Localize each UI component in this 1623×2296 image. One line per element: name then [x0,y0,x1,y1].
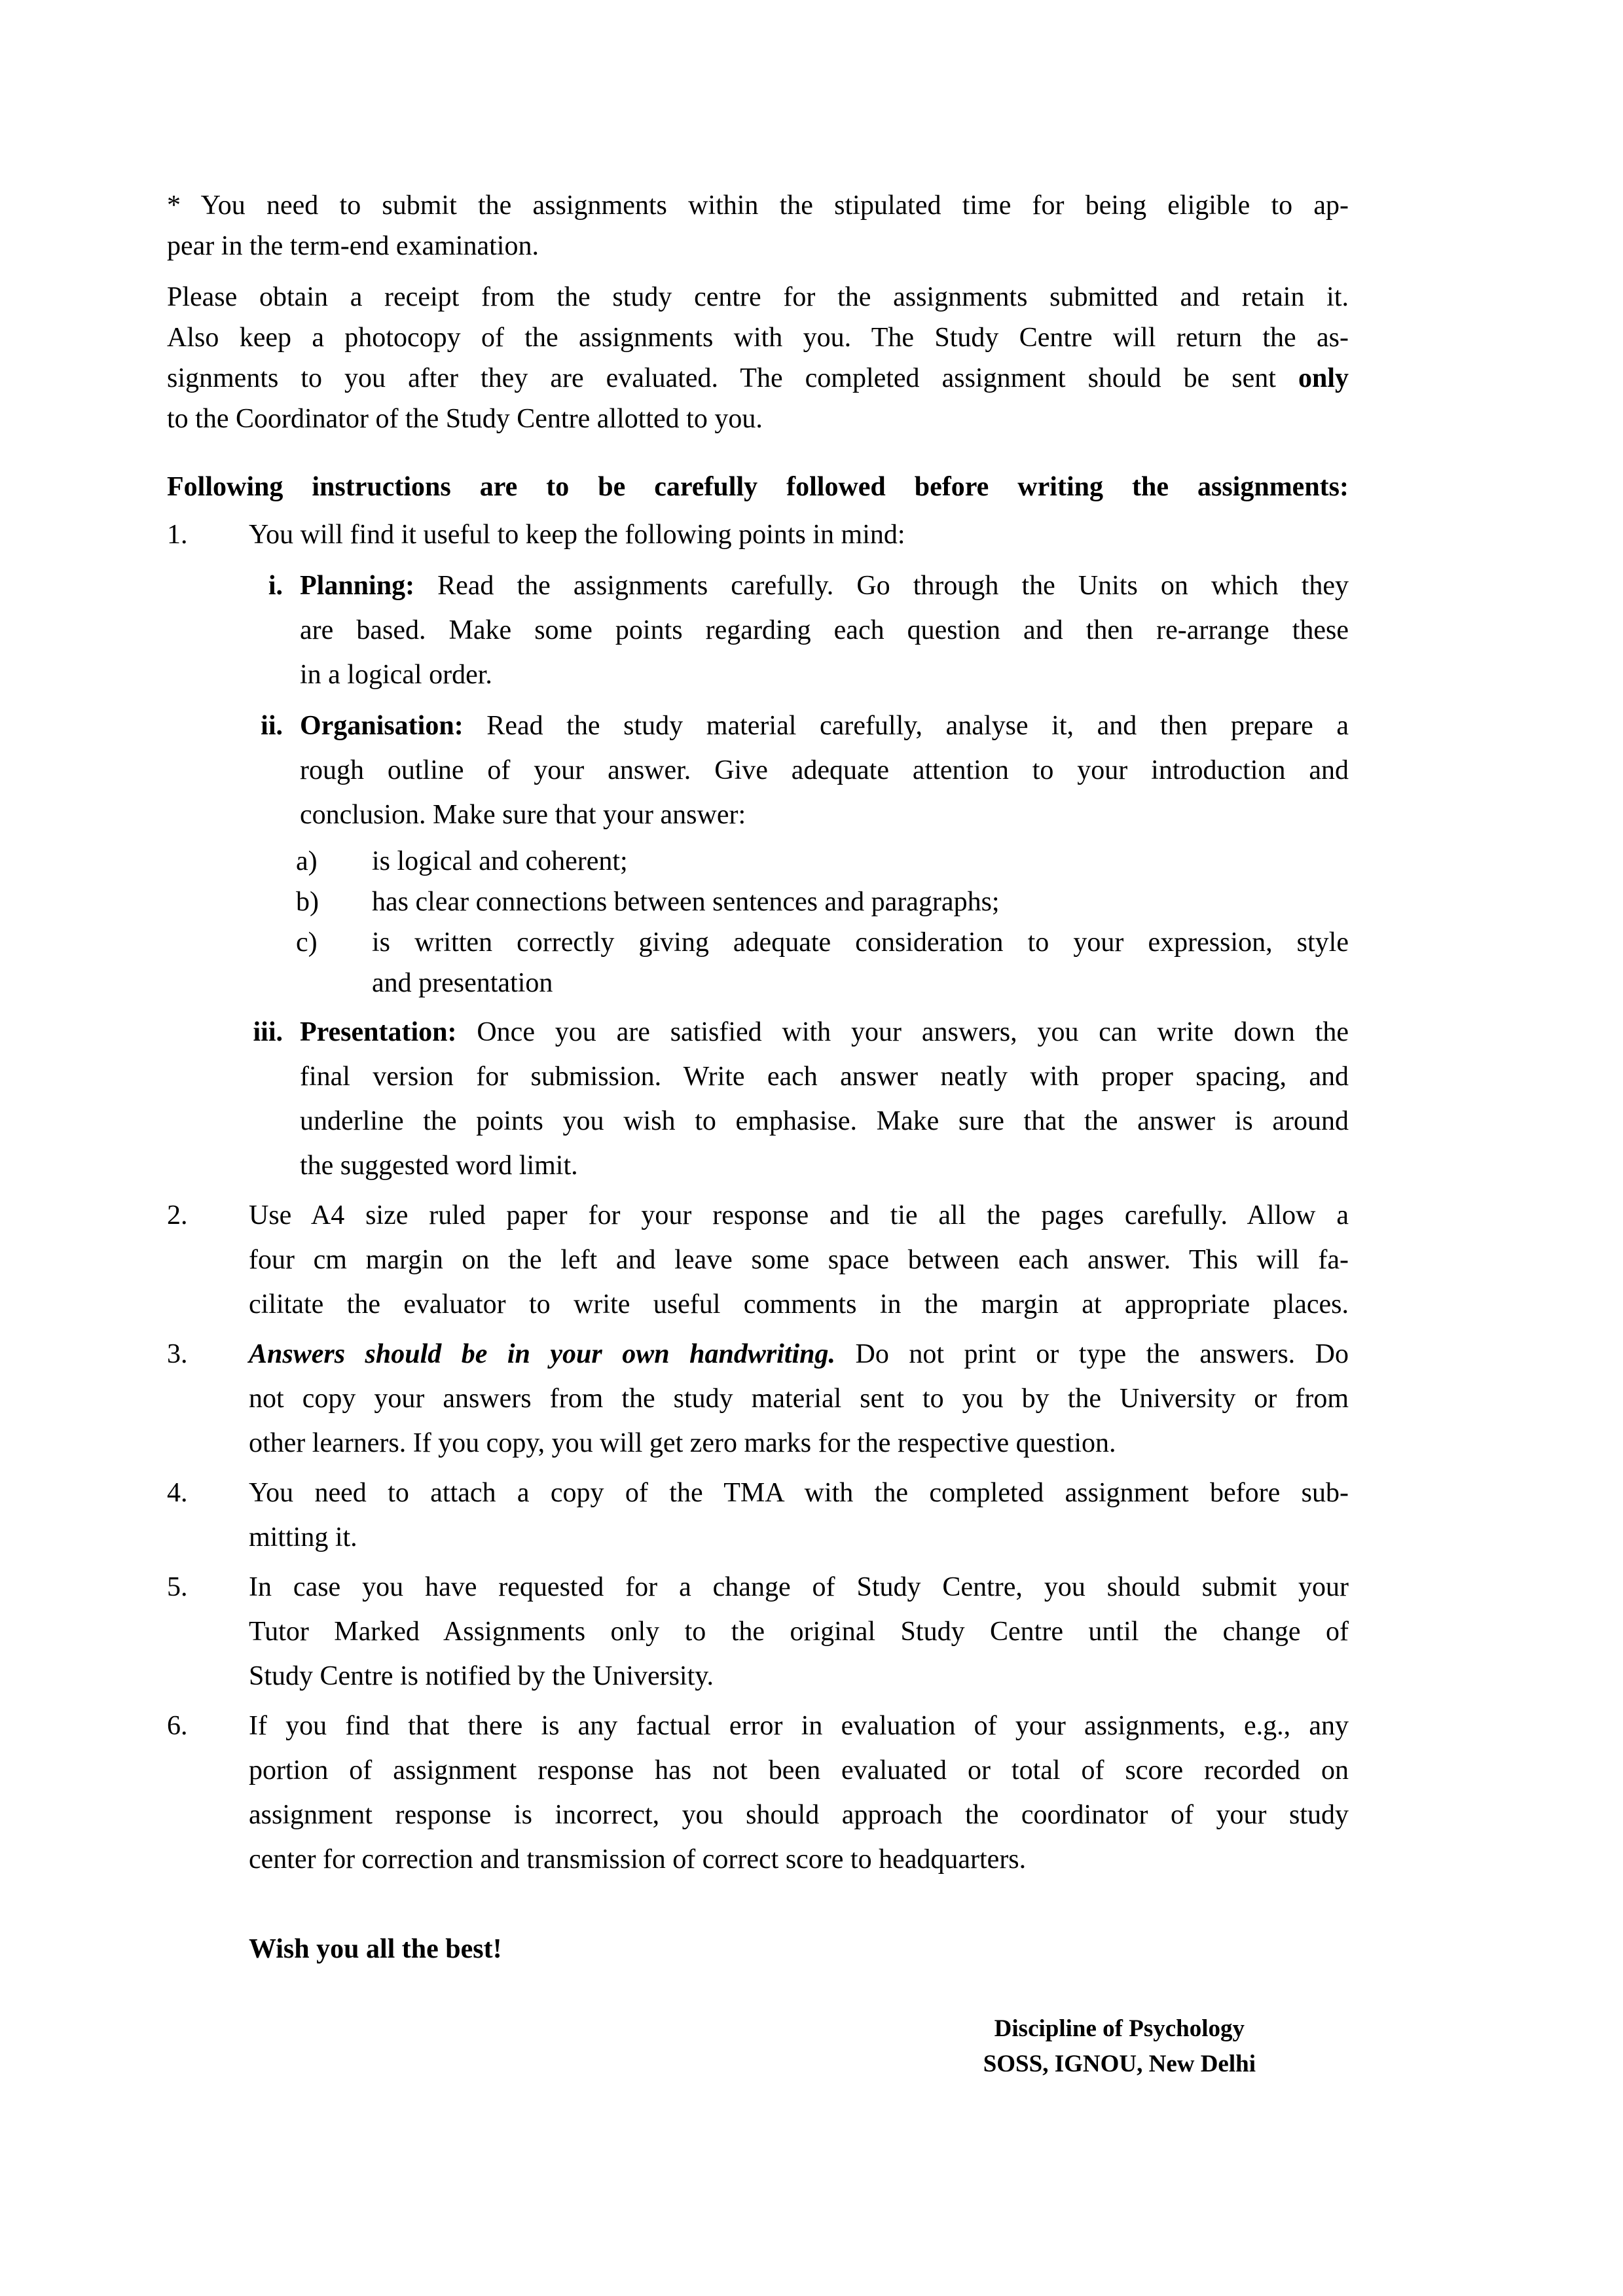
text-line: the suggested word limit. [300,1151,578,1181]
list-marker: 3. [167,1339,188,1369]
closing-wish: Wish you all the best! [249,1934,502,1964]
text-line: pear in the term-end examination. [167,231,539,261]
text-line: In case you have requested for a change of Study Centre, you should submit your [249,1572,1349,1602]
text-line: Answers should be in your own handwriting. Do not print or type the answers. Do [249,1339,1349,1369]
list-item-6 [167,1704,1349,1882]
criteria-item-b [167,882,1349,922]
list-marker: 2. [167,1200,188,1230]
criteria-list [167,841,1349,1003]
text-line: other learners. If you copy, you will get zero marks for the respective question. [249,1428,1116,1458]
document-content [167,185,1349,2082]
criteria-item-c [167,922,1349,1003]
text-line: in a logical order. [300,660,492,690]
text-line: is logical and coherent; [372,846,628,876]
text-line: center for correction and transmission of correct score to headquarters. [249,1844,1027,1874]
list-item-4 [167,1471,1349,1560]
list-marker: 5. [167,1572,188,1602]
list-marker: 1. [167,520,188,550]
signature-line: SOSS, IGNOU, New Delhi [983,2051,1256,2077]
text-line: cilitate the evaluator to write useful comments in the margin at appropriate places. [249,1289,1349,1319]
text-line: Use A4 size ruled paper for your response and tie all the pages carefully. Allow a [249,1200,1349,1230]
text-line: rough outline of your answer. Give adequate attention to your introduction and [300,755,1349,785]
list-marker: i. [268,571,283,601]
text-line: Planning: Read the assignments carefully. Go through the Units on which they [300,571,1349,601]
instructions-heading: Following instructions are to be carefully followed before writing the assignments: [167,472,1349,502]
text-line: Presentation: Once you are satisfied with your answers, you can write down the [300,1017,1349,1047]
text-line: final version for submission. Write each answer neatly with proper spacing, and [300,1062,1349,1092]
text-line: is written correctly giving adequate consideration to your expression, style [372,927,1349,958]
list-item-3 [167,1332,1349,1465]
text-line: has clear connections between sentences and paragraphs; [372,887,1000,917]
text-line: portion of assignment response has not been evaluated or total of score recorded on [249,1755,1349,1785]
text-line: not copy your answers from the study material sent to you by the University or from [249,1384,1349,1414]
text-line: mitting it. [249,1522,357,1552]
list-marker: b) [296,887,319,917]
text-line: underline the points you wish to emphasise. Make sure that the answer is around [300,1106,1349,1136]
text-line: Tutor Marked Assignments only to the original Study Centre until the change of [249,1617,1349,1647]
list-item-2 [167,1193,1349,1327]
text-line: Organisation: Read the study material carefully, analyse it, and then prepare a [300,711,1349,741]
list-item-5 [167,1565,1349,1698]
text-line: If you find that there is any factual error in evaluation of your assignments, e.g., any [249,1711,1349,1741]
receipt-paragraph [167,277,1349,439]
list-marker: iii. [253,1017,283,1047]
list-marker: 6. [167,1711,188,1741]
criteria-item-a [167,841,1349,882]
text-line: Study Centre is notified by the University. [249,1661,714,1691]
list-marker: ii. [261,711,283,741]
list-item-1 [167,512,1349,557]
text-line: to the Coordinator of the Study Centre allotted to you. [167,404,763,434]
sub-item-organisation [167,704,1349,837]
text-line: You will find it useful to keep the following points in mind: [249,520,905,550]
signature-block [983,2011,1256,2082]
text-line: signments to you after they are evaluated. The completed assignment should be sent only [167,363,1349,393]
text-line: assignment response is incorrect, you should approach the coordinator of your study [249,1800,1349,1830]
text-line: Also keep a photocopy of the assignments with you. The Study Centre will return the as- [167,323,1349,353]
text-line: You need to attach a copy of the TMA with the completed assignment before sub- [249,1478,1349,1508]
text-line: four cm margin on the left and leave some space between each answer. This will fa- [249,1245,1349,1275]
list-marker: c) [296,927,318,958]
list-marker: a) [296,846,318,876]
text-line: conclusion. Make sure that your answer: [300,800,746,830]
list-marker: 4. [167,1478,188,1508]
text-line: * You need to submit the assignments within the stipulated time for being eligible to ap- [167,190,1349,221]
sub-item-presentation [167,1010,1349,1188]
text-line: are based. Make some points regarding each question and then re-arrange these [300,615,1349,645]
text-line: and presentation [372,968,553,998]
submission-note-paragraph [167,185,1349,266]
text-line: Please obtain a receipt from the study centre for the assignments submitted and retain it. [167,282,1349,312]
sub-item-planning [167,564,1349,697]
signature-line: Discipline of Psychology [994,2015,1245,2042]
